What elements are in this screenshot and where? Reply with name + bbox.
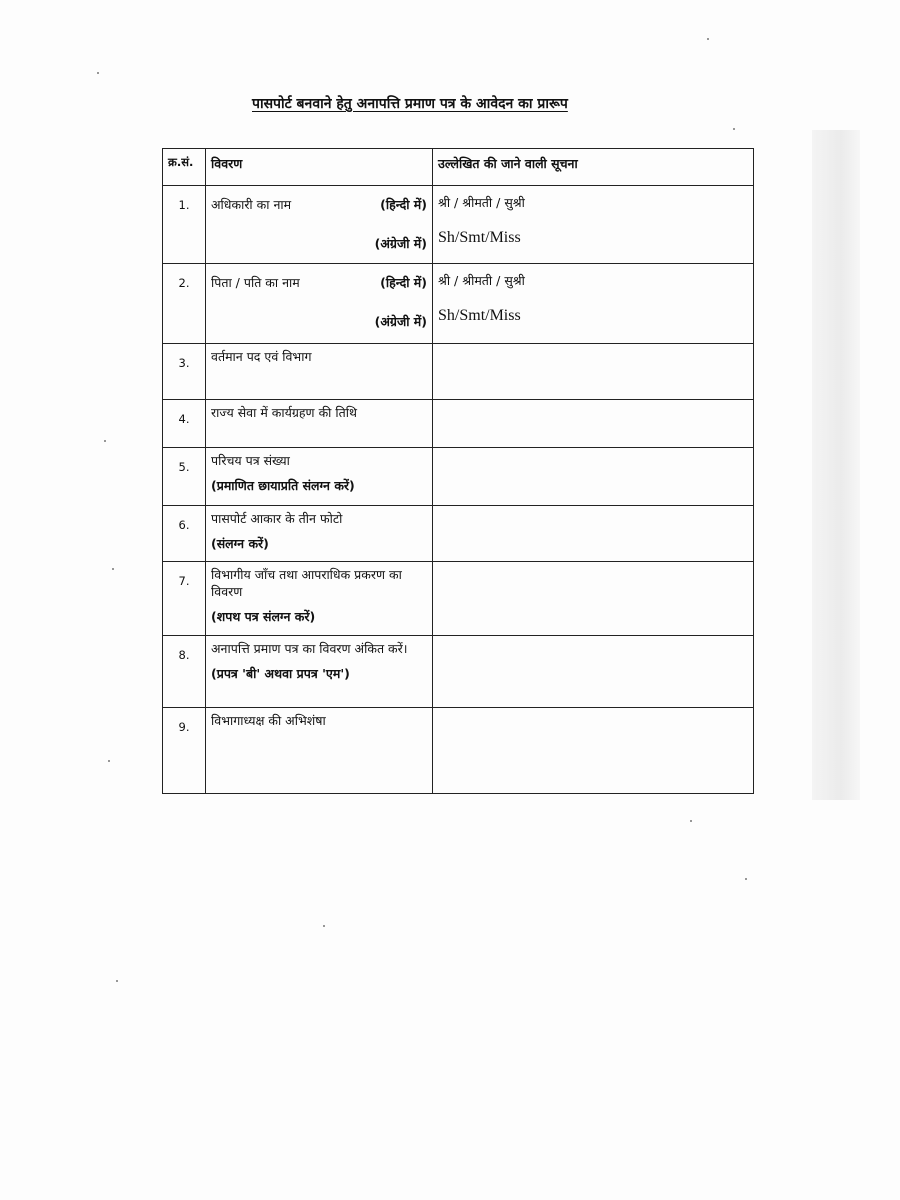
row-info-cell[interactable] <box>433 264 754 344</box>
info-english-prefix: Sh/Smt/Miss <box>438 229 521 246</box>
info-hindi-prefix: श्री / श्रीमती / सुश्री <box>438 195 525 210</box>
header-serial: क्र.सं. <box>163 149 206 186</box>
table-row <box>163 344 754 400</box>
row-label: अधिकारी का नाम <box>211 197 292 212</box>
scan-speck <box>104 440 106 442</box>
row-info-cell[interactable] <box>433 344 754 400</box>
row-number: 6. <box>178 518 190 532</box>
row-info-cell[interactable] <box>433 636 754 708</box>
table-row <box>163 448 754 506</box>
table-row <box>163 400 754 448</box>
row-description-cell <box>206 448 433 506</box>
header-description: विवरण <box>206 149 433 186</box>
row-label: पिता / पति का नाम <box>211 275 300 290</box>
row-label: विभागाध्यक्ष की अभिशंषा <box>211 713 326 728</box>
row-info-cell[interactable] <box>433 506 754 562</box>
row-number: 5. <box>178 460 190 474</box>
row-info-cell[interactable] <box>433 562 754 636</box>
row-number: 1. <box>178 198 190 212</box>
scan-speck <box>745 878 747 880</box>
row-number: 8. <box>178 648 190 662</box>
scan-speck <box>112 568 114 570</box>
scan-speck <box>108 760 110 762</box>
row-number: 4. <box>178 412 190 426</box>
row-info-cell[interactable] <box>433 400 754 448</box>
scan-speck <box>733 128 735 130</box>
english-tag: (अंग्रेजी में) <box>374 236 427 251</box>
hindi-tag: (हिन्दी में) <box>380 197 427 212</box>
row-label: राज्य सेवा में कार्यग्रहण की तिथि <box>211 405 357 420</box>
info-hindi-prefix: श्री / श्रीमती / सुश्री <box>438 273 525 288</box>
row-number-cell <box>163 400 206 448</box>
row-number-cell <box>163 344 206 400</box>
row-number-cell <box>163 562 206 636</box>
row-label: वर्तमान पद एवं विभाग <box>211 349 312 364</box>
row-info-cell[interactable] <box>433 708 754 794</box>
table-header-row <box>163 149 754 186</box>
scan-speck <box>323 925 325 927</box>
row-note: (प्रपत्र 'बी' अथवा प्रपत्र 'एम') <box>211 666 350 681</box>
row-note: (शपथ पत्र संलग्न करें) <box>211 609 316 624</box>
row-description-cell <box>206 708 433 794</box>
table-row <box>163 708 754 794</box>
english-tag: (अंग्रेजी में) <box>374 314 427 329</box>
row-description-cell <box>206 506 433 562</box>
hindi-tag: (हिन्दी में) <box>380 275 427 290</box>
header-information: उल्लेखित की जाने वाली सूचना <box>433 149 754 186</box>
table-row <box>163 562 754 636</box>
row-label: विभागीय जाँच तथा आपराधिक प्रकरण का विवरण <box>211 567 402 599</box>
table-row <box>163 506 754 562</box>
row-label: परिचय पत्र संख्या <box>211 453 290 468</box>
table-row <box>163 264 754 344</box>
page-title: पासपोर्ट बनवाने हेतु अनापत्ति प्रमाण पत्र के आवेदन का प्रारूप <box>252 96 568 112</box>
row-number-cell <box>163 506 206 562</box>
scan-speck <box>707 38 709 40</box>
row-number-cell <box>163 708 206 794</box>
row-description-cell <box>206 186 433 264</box>
scan-speck <box>690 820 692 822</box>
row-description-cell <box>206 400 433 448</box>
application-form-table <box>162 148 754 794</box>
table-row <box>163 186 754 264</box>
row-description-cell <box>206 344 433 400</box>
row-label: अनापत्ति प्रमाण पत्र का विवरण अंकित करें। <box>211 641 408 656</box>
scan-speck <box>116 980 118 982</box>
row-number-cell <box>163 636 206 708</box>
row-number: 2. <box>178 276 190 290</box>
row-number-cell <box>163 264 206 344</box>
row-description-cell <box>206 562 433 636</box>
row-info-cell[interactable] <box>433 186 754 264</box>
row-label: पासपोर्ट आकार के तीन फोटो <box>211 511 343 526</box>
scan-speck <box>97 72 99 74</box>
row-note: (संलग्न करें) <box>211 536 269 551</box>
row-description-cell <box>206 636 433 708</box>
table-row <box>163 636 754 708</box>
scan-shadow <box>812 130 860 800</box>
row-number-cell <box>163 448 206 506</box>
row-number: 9. <box>178 720 190 734</box>
row-number: 7. <box>178 574 190 588</box>
row-number: 3. <box>178 356 190 370</box>
row-info-cell[interactable] <box>433 448 754 506</box>
row-description-cell <box>206 264 433 344</box>
row-number-cell <box>163 186 206 264</box>
row-note: (प्रमाणित छायाप्रति संलग्न करें) <box>211 478 355 493</box>
info-english-prefix: Sh/Smt/Miss <box>438 307 521 324</box>
